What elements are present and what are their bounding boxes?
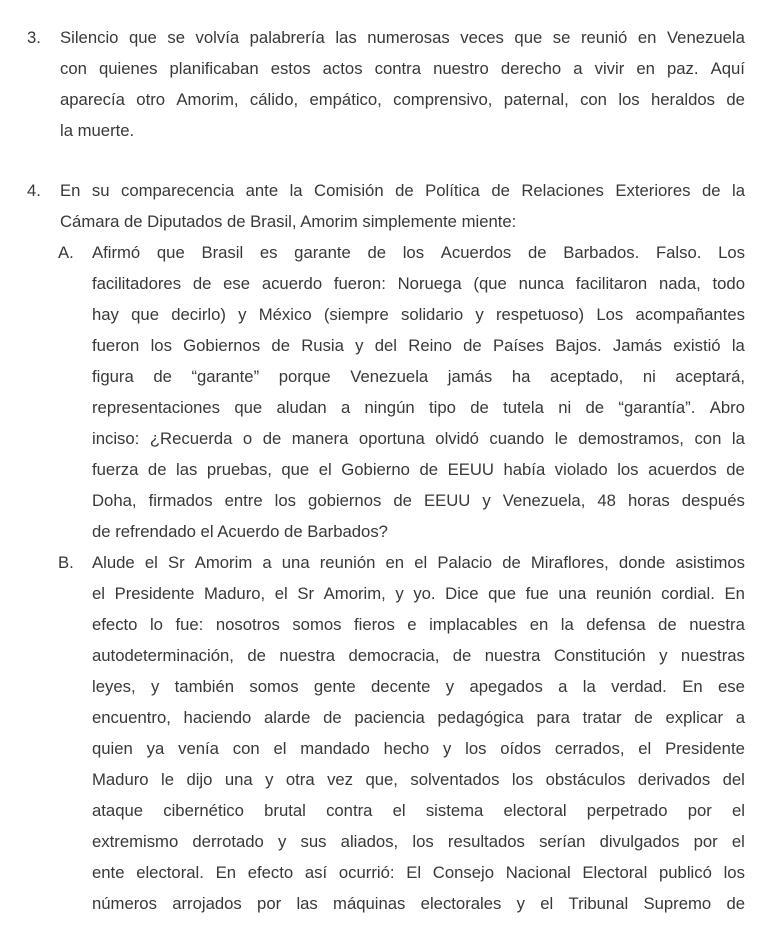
list-marker: 3. xyxy=(27,28,41,47)
text-line: Silencio que se volvía palabrería las numerosas veces que se reunió en Venezuela xyxy=(60,28,745,47)
text-line: Doha, firmados entre los gobiernos de EEUU y Venezuela, 48 horas después xyxy=(92,491,745,510)
text-line: leyes, y también somos gente decente y apegados a la verdad. En ese xyxy=(92,677,745,696)
text-line: Cámara de Diputados de Brasil, Amorim simplemente miente: xyxy=(60,212,517,231)
text-line: ataque cibernético brutal contra el sistema electoral perpetrado por el xyxy=(92,801,745,820)
list-marker: 4. xyxy=(27,181,41,200)
text-line: Maduro le dijo una y otra vez que, solventados los obstáculos derivados del xyxy=(92,770,745,789)
text-line: Alude el Sr Amorim a una reunión en el Palacio de Miraflores, donde asistimos xyxy=(92,553,745,572)
text-line: facilitadores de ese acuerdo fueron: Noruega (que nunca facilitaron nada, todo xyxy=(92,274,745,293)
text-line: extremismo derrotado y sus aliados, los resultados serían divulgados por el xyxy=(92,832,745,851)
text-line: la muerte. xyxy=(60,121,135,140)
text-line: En su comparecencia ante la Comisión de Política de Relaciones Exteriores de la xyxy=(60,181,745,200)
text-line: ente electoral. En efecto así ocurrió: El Consejo Nacional Electoral publicó los xyxy=(92,863,745,882)
list-item-B xyxy=(58,547,745,919)
text-line: inciso: ¿Recuerda o de manera oportuna olvidó cuando le demostramos, con la xyxy=(92,429,745,448)
text-line: hay que decirlo) y México (siempre solidario y respetuoso) Los acompañantes xyxy=(92,305,745,324)
list-marker: A. xyxy=(58,243,74,262)
text-line: con quienes planificaban estos actos contra nuestro derecho a vivir en paz. Aquí xyxy=(60,59,745,78)
text-line: el Presidente Maduro, el Sr Amorim, y yo. Dice que fue una reunión cordial. En xyxy=(92,584,745,603)
list-item-3 xyxy=(27,22,745,146)
text-line: figura de “garante” porque Venezuela jamás ha aceptado, ni aceptará, xyxy=(92,367,745,386)
list-item-A xyxy=(58,237,745,547)
text-line: encuentro, haciendo alarde de paciencia pedagógica para tratar de explicar a xyxy=(92,708,745,727)
list-item-4 xyxy=(27,175,745,237)
list-marker: B. xyxy=(58,553,74,572)
text-line: aparecía otro Amorim, cálido, empático, comprensivo, paternal, con los heraldos de xyxy=(60,90,745,109)
text-line: efecto lo fue: nosotros somos fieros e implacables en la defensa de nuestra xyxy=(92,615,745,634)
text-line: de refrendado el Acuerdo de Barbados? xyxy=(92,522,388,541)
text-line: representaciones que aludan a ningún tipo de tutela ni de “garantía”. Abro xyxy=(92,398,745,417)
text-line: fueron los Gobiernos de Rusia y del Reino de Países Bajos. Jamás existió la xyxy=(92,336,745,355)
text-line: quien ya venía con el mandado hecho y los oídos cerrados, el Presidente xyxy=(92,739,745,758)
text-line: números arrojados por las máquinas electorales y el Tribunal Supremo de xyxy=(92,894,745,913)
text-line: autodeterminación, de nuestra democracia, de nuestra Constitución y nuestras xyxy=(92,646,745,665)
text-line: Afirmó que Brasil es garante de los Acuerdos de Barbados. Falso. Los xyxy=(92,243,745,262)
text-line: fuerza de las pruebas, que el Gobierno de EEUU había violado los acuerdos de xyxy=(92,460,745,479)
